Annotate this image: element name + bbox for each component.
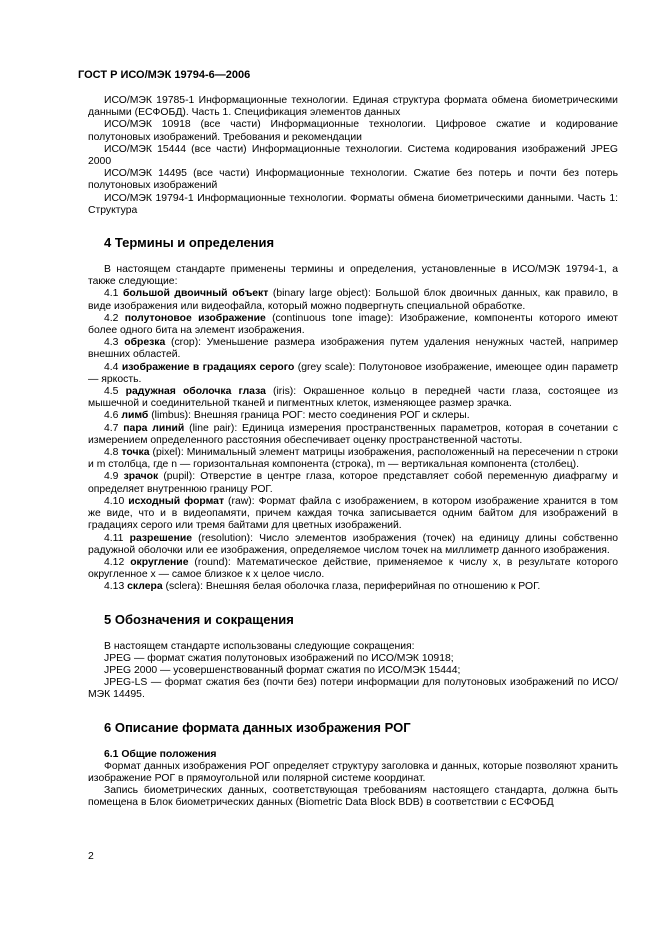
page-number: 2 <box>88 851 94 862</box>
term-name: обрезка <box>124 337 166 349</box>
term-name: изображение в градациях серого <box>121 361 295 373</box>
term-name: радужная оболочка глаза <box>125 386 266 398</box>
section-6-heading: 6 Описание формата данных изображения РОГ <box>104 719 411 735</box>
reference-item: ИСО/МЭК 15444 (все части) Информационные технологии. Система кодирования изображений JPEG 2000 <box>88 143 618 168</box>
term-number: 4.2 <box>104 312 119 324</box>
term-name: лимб <box>121 410 149 422</box>
abbreviation-item: JPEG-LS — формат сжатия без (почти без) потери информации для полутоновых изображений по ИСО/МЭК 14495. <box>88 677 618 701</box>
term-number: 4.11 <box>104 532 124 544</box>
term-definition <box>88 362 618 386</box>
term-text: (pixel): Минимальный элемент матрицы изображения, расположенный на пересечении n строки и m столбца, где n — горизонтальная компонента (строка), m — вертикальная компонента (столбец). <box>88 447 619 471</box>
section-6-paragraph: Запись биометрических данных, соответствующая требованиям настоящего стандарта, должна быть помещена в Блок биометрических данных (Biometric Data Block BDB) в соответствии с ЕСФОБД <box>88 785 618 809</box>
reference-item: ИСО/МЭК 19794-1 Информационные технологии. Форматы обмена биометрическими данными. Часть 1: Структура <box>88 192 618 216</box>
term-text: (pupil): Отверстие в центре глаза, которое представляет собой переменную диафрагму и определяет внутреннюю границу РОГ. <box>88 471 618 495</box>
term-name: разрешение <box>129 532 193 544</box>
reference-item: ИСО/МЭК 14495 (все части) Информационные технологии. Сжатие без потерь и почти без потерь полутоновых изображений <box>88 168 618 192</box>
term-number: 4.8 <box>104 447 119 459</box>
term-definition <box>88 313 618 337</box>
term-text: (continuous tone image): Изображение, компоненты которого имеют более одного бита на элемент изображения. <box>88 312 618 337</box>
term-text: (round): Математическое действие, применяемое к числу x, в результате которого округленное x — самое близкое к x целое число. <box>88 556 619 581</box>
term-definition <box>88 423 618 447</box>
running-header: ГОСТ Р ИСО/МЭК 19794-6—2006 <box>78 69 251 81</box>
term-definition <box>88 410 618 422</box>
term-text: (grey scale): Полутоновое изображение, имеющее один параметр — яркость. <box>88 361 618 385</box>
term-definition <box>88 557 618 581</box>
term-name: зрачок <box>123 471 159 483</box>
abbreviation-item: JPEG 2000 — усовершенствованный формат сжатия по ИСО/МЭК 15444; <box>104 664 461 676</box>
term-definition <box>88 496 618 533</box>
term-number: 4.7 <box>104 422 119 434</box>
abbreviation-item: JPEG — формат сжатия полутоновых изображений по ИСО/МЭК 10918; <box>104 652 454 664</box>
terms-list <box>88 288 618 593</box>
term-text: (binary large object): Большой блок двоичных данных, как правило, в виде изображения или видеофайла, который можно подвергнуть специальной обработке. <box>88 288 618 312</box>
term-text: (crop): Уменьшение размера изображения путем удаления ненужных частей, например внешних областей. <box>88 337 619 361</box>
term-name: большой двоичный объект <box>122 288 269 300</box>
term-number: 4.13 <box>104 581 125 593</box>
term-text: (raw): Формат файла с изображением, в котором изображение хранится в том же виде, что и в видеопамяти, причем каждая точка записывается одним байтом для изображений в градациях серого или тремя байтами для цветных изображений. <box>88 495 618 532</box>
term-definition <box>88 288 618 312</box>
term-definition <box>88 337 618 361</box>
term-number: 4.6 <box>104 410 119 422</box>
term-definition <box>88 581 618 593</box>
section-4-intro: В настоящем стандарте применены термины и определения, установленные в ИСО/МЭК 19794-1, а также следующие: <box>88 264 618 288</box>
section-6-paragraph: Формат данных изображения РОГ определяет структуру заголовка и данных, которые позволяют хранить изображение РОГ в прямоугольной или полярной системе координат. <box>88 760 618 784</box>
term-number: 4.10 <box>104 495 125 507</box>
reference-item: ИСО/МЭК 19785-1 Информационные технологии. Единая структура формата обмена биометрическими данными (ЕСФОБД). Часть 1. Спецификация элементов данных <box>88 95 618 119</box>
section-5-intro: В настоящем стандарте использованы следующие сокращения: <box>104 640 415 652</box>
term-name: округление <box>130 556 189 568</box>
term-number: 4.4 <box>104 361 119 373</box>
term-text: (line pair): Единица измерения пространственных параметров, которая в сочетании с измерением определенного расстояния обеспечивает оценку пространственной частоты. <box>88 422 619 446</box>
term-text: (resolution): Число элементов изображения (точек) на единицу длины собственно радужной оболочки или ее изображения, определяемое числом точек на миллиметр данного изображения. <box>88 532 619 556</box>
term-number: 4.12 <box>104 556 125 568</box>
term-number: 4.9 <box>104 471 119 483</box>
page-body <box>88 95 618 810</box>
term-definition <box>88 533 618 557</box>
term-number: 4.3 <box>104 337 119 349</box>
section-4-heading: 4 Термины и определения <box>104 235 275 251</box>
term-text: (sclera): Внешняя белая оболочка глаза, периферийная по отношению к РОГ. <box>162 581 541 593</box>
references-list <box>88 95 618 217</box>
term-definition <box>88 386 618 410</box>
section-5-heading: 5 Обозначения и сокращения <box>104 611 294 627</box>
reference-item: ИСО/МЭК 10918 (все части) Информационные технологии. Цифровое сжатие и кодирование полутоновых изображений. Требования и рекомендации <box>88 119 618 143</box>
term-definition <box>88 471 618 495</box>
term-text: (limbus): Внешняя граница РОГ: место соединения РОГ и склеры. <box>148 410 470 422</box>
term-definition <box>88 447 618 471</box>
term-number: 4.1 <box>104 288 119 300</box>
term-name: точка <box>121 447 150 459</box>
term-name: пара линий <box>123 422 185 434</box>
term-name: исходный формат <box>128 495 225 507</box>
term-number: 4.5 <box>104 386 119 398</box>
subsection-6-1-heading: 6.1 Общие положения <box>104 748 217 760</box>
term-text: (iris): Окрашенное кольцо в передней части глаза, состоящее из мышечной и соединительной тканей и пигментных клеток, изменяющее размер зрачка. <box>88 386 619 410</box>
term-name: полутоновое изображение <box>124 312 266 324</box>
term-name: склера <box>127 581 163 593</box>
